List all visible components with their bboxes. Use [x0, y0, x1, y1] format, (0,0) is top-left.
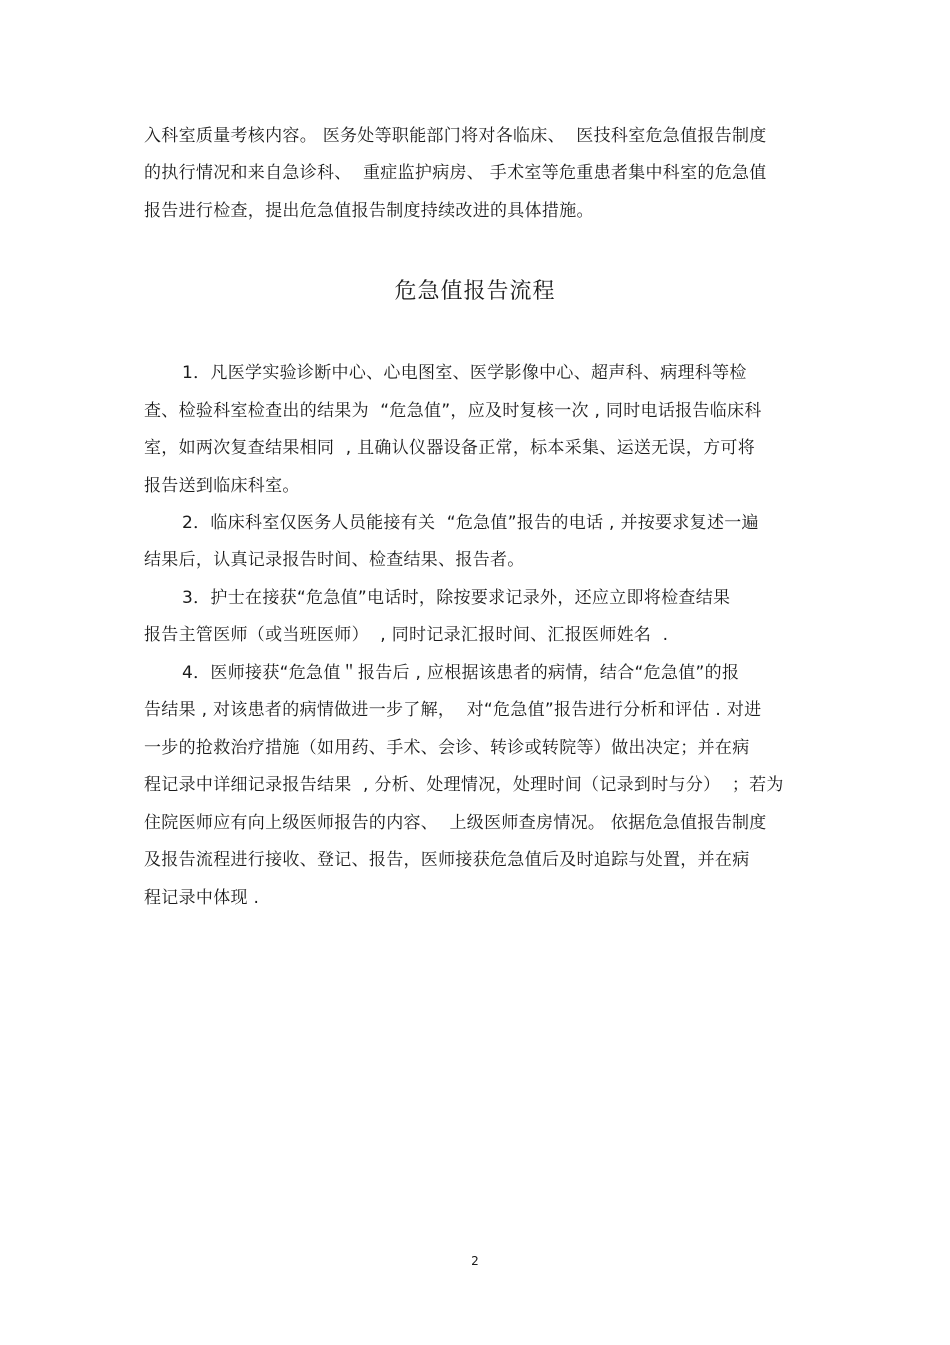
item-4-line: 4．医师接获“危急值＂报告后 , 应根据该患者的病情，结合“危急值”的报 — [182, 663, 740, 683]
item-4-line: 程记录中详细记录报告结果 , 分析、处理情况，处理时间（记录到时与分） ；若为 — [144, 775, 784, 795]
intro-line: 报告进行检查，提出危急值报告制度持续改进的具体措施。 — [144, 201, 594, 221]
section-title: 危急值报告流程 — [394, 279, 556, 304]
item-1-line: 报告送到临床科室。 — [144, 476, 300, 496]
item-4-line: 告结果 , 对该患者的病情做进一步了解， 对“危急值”报告进行分析和评估 . 对进 — [144, 700, 762, 720]
intro-line: 入科室质量考核内容。 医务处等职能部门将对各临床、 医技科室危急值报告制度 — [144, 126, 767, 146]
item-3-line: 3．护士在接获“危急值”电话时，除按要求记录外，还应立即将检查结果 — [182, 588, 731, 608]
item-2-line: 2．临床科室仅医务人员能接有关 “危急值”报告的电话 , 并按要求复述一遍 — [182, 513, 759, 533]
item-4-line: 一步的抢救治疗措施（如用药、手术、会诊、转诊或转院等）做出决定；并在病 — [144, 738, 750, 758]
item-4-line: 程记录中体现 . — [144, 888, 260, 908]
item-1-line: 1．凡医学实验诊断中心、心电图室、医学影像中心、超声科、病理科等检 — [182, 363, 747, 383]
item-4-line: 住院医师应有向上级医师报告的内容、 上级医师查房情况。 依据危急值报告制度 — [144, 813, 767, 833]
page-number: 2 — [471, 1254, 479, 1268]
item-2-line: 结果后，认真记录报告时间、检查结果、报告者。 — [144, 550, 525, 570]
item-1-line: 室，如两次复查结果相同 , 且确认仪器设备正常，标本采集、运送无误，方可将 — [144, 438, 756, 458]
intro-line: 的执行情况和来自急诊科、 重症监护病房、 手术室等危重患者集中科室的危急值 — [144, 163, 767, 183]
item-1-line: 查、检验科室检查出的结果为 “危急值”，应及时复核一次 , 同时电话报告临床科 — [144, 401, 762, 421]
item-3-line: 报告主管医师（或当班医师） , 同时记录汇报时间、汇报医师姓名 . — [144, 625, 669, 645]
item-4-line: 及报告流程进行接收、登记、报告，医师接获危急值后及时追踪与处置，并在病 — [144, 850, 750, 870]
